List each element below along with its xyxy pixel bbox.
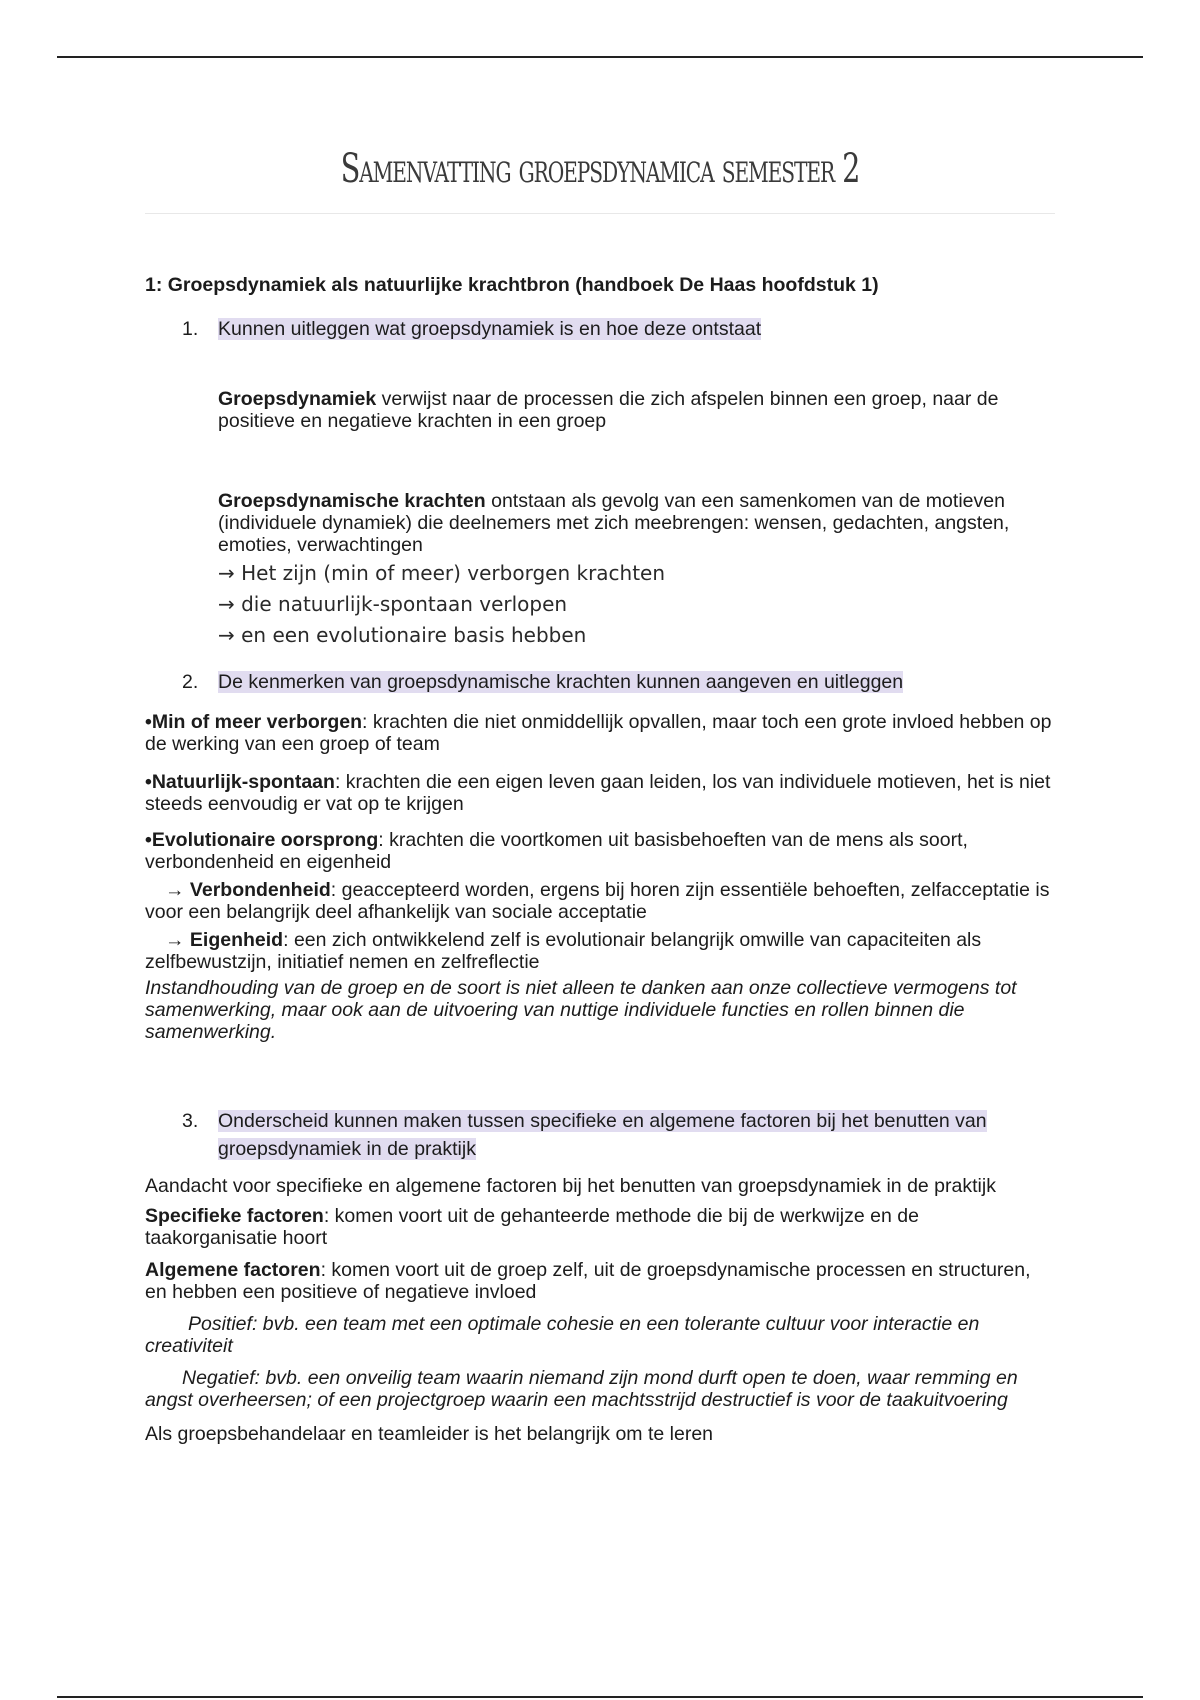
positive-example: Positief: bvb. een team met een optimale cohesie en een tolerante cultuur voor interactie en creativiteit bbox=[145, 1313, 980, 1357]
definition-groepsdynamiek-term: Groepsdynamiek bbox=[218, 388, 377, 410]
sub-bullet-term: → Verbondenheid bbox=[165, 879, 331, 901]
italic-note: Instandhouding van de groep en de soort is niet alleen te danken aan onze collectieve vermogens tot samenwerking, maar ook aan de uitvoering van nuttige individuele functies en rollen binnen die samenwerking. bbox=[145, 977, 1017, 1043]
bullet-item bbox=[145, 829, 1055, 873]
sub-bullet-text: : geaccepteerd worden, ergens bij horen zijn essentiële behoeften, zelfacceptatie is voor een belangrijk deel afhankelijk van sociale acceptatie bbox=[145, 879, 1050, 923]
specific-factors-term: Specifieke factoren bbox=[145, 1205, 324, 1227]
question-2-text: De kenmerken van groepsdynamische krachten kunnen aangeven en uitleggen bbox=[218, 671, 904, 693]
top-rule bbox=[57, 56, 1143, 58]
document-body bbox=[145, 274, 1055, 1445]
definition-groepsdynamiek-text: verwijst naar de processen die zich afspelen binnen een groep, naar de positieve en negatieve krachten in een groep bbox=[218, 388, 999, 432]
definition-krachten-text: ontstaan als gevolg van een samenkomen van de motieven (individuele dynamiek) die deelnemers met zich meebrengen: wensen, gedachten, angsten, emoties, verwachtingen bbox=[218, 490, 1010, 556]
question-1-number: 1. bbox=[182, 318, 199, 340]
question-2-number: 2. bbox=[182, 671, 199, 693]
bullet-term: •Min of meer verborgen bbox=[145, 711, 363, 733]
question-3 bbox=[145, 1107, 1055, 1163]
bullet-text: : krachten die een eigen leven gaan leiden, los van individuele motieven, het is niet steeds eenvoudig er vat op te krijgen bbox=[145, 771, 1051, 815]
question-3-text: Onderscheid kunnen maken tussen specifieke en algemene factoren bij het benutten van groepsdynamiek in de praktijk bbox=[218, 1110, 987, 1160]
arrow-item: → Het zijn (min of meer) verborgen krachten bbox=[218, 561, 666, 585]
definition-groepsdynamiek bbox=[145, 388, 1055, 432]
bullet-text: : krachten die niet onmiddellijk opvallen, maar toch een grote invloed hebben op de werking van een groep of team bbox=[145, 711, 1052, 755]
question-1-text: Kunnen uitleggen wat groepsdynamiek is en hoe deze ontstaat bbox=[218, 318, 762, 340]
general-factors-text: : komen voort uit de groep zelf, uit de groepsdynamische processen en structuren, en hebben een positieve of negatieve invloed bbox=[145, 1259, 1031, 1303]
question-3-number: 3. bbox=[182, 1110, 199, 1132]
arrow-item: → en een evolutionaire basis hebben bbox=[218, 623, 587, 647]
specific-factors bbox=[145, 1205, 1055, 1249]
question-1 bbox=[145, 318, 1055, 340]
bullet-text: : krachten die voortkomen uit basisbehoeften van de mens als soort, verbondenheid en eigenheid bbox=[145, 829, 968, 873]
definition-krachten-term: Groepsdynamische krachten bbox=[218, 490, 486, 512]
general-factors-term: Algemene factoren bbox=[145, 1259, 321, 1281]
sub-bullet-item bbox=[145, 929, 1055, 973]
specific-factors-text: : komen voort uit de gehanteerde methode die bij de werkwijze en de taakorganisatie hoort bbox=[145, 1205, 919, 1249]
definition-krachten bbox=[145, 490, 1055, 556]
bullet-item bbox=[145, 711, 1055, 755]
closing-paragraph: Als groepsbehandelaar en teamleider is het belangrijk om te leren bbox=[145, 1423, 714, 1445]
sub-bullet-item bbox=[145, 879, 1055, 923]
bullet-term: •Natuurlijk-spontaan bbox=[145, 771, 335, 793]
arrow-item: → die natuurlijk-spontaan verlopen bbox=[218, 592, 568, 616]
attention-paragraph: Aandacht voor specifieke en algemene factoren bij het benutten van groepsdynamiek in de praktijk bbox=[145, 1175, 996, 1197]
bullet-term: •Evolutionaire oorsprong bbox=[145, 829, 379, 851]
negative-example: Negatief: bvb. een onveilig team waarin niemand zijn mond durft open te doen, waar remming en angst overheersen; of een projectgroep waarin een machtsstrijd destructief is voor de taakuitvoering bbox=[145, 1367, 1018, 1411]
arrow-list bbox=[145, 558, 1055, 651]
general-factors bbox=[145, 1259, 1055, 1303]
sub-bullet-term: → Eigenheid bbox=[165, 929, 284, 951]
bottom-rule bbox=[57, 1696, 1143, 1698]
document-title: Samenvatting groepsdynamica semester 2 bbox=[340, 146, 860, 192]
question-2 bbox=[145, 671, 1055, 693]
chapter-heading: 1: Groepsdynamiek als natuurlijke krachtbron (handboek De Haas hoofdstuk 1) bbox=[145, 274, 879, 296]
sub-bullet-text: : een zich ontwikkelend zelf is evolutionair belangrijk omwille van capaciteiten als zelfbewustzijn, initiatief nemen en zelfreflectie bbox=[145, 929, 982, 973]
bullet-item bbox=[145, 771, 1055, 815]
title-underline bbox=[145, 213, 1055, 214]
